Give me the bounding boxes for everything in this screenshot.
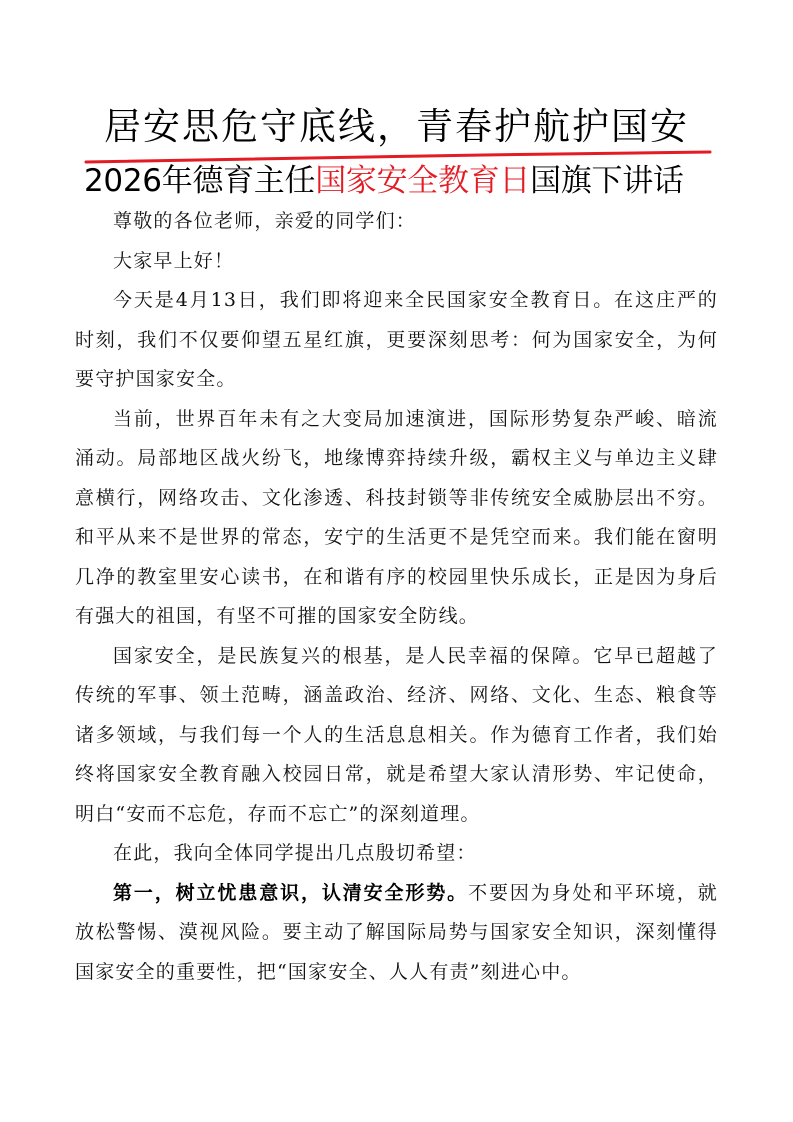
salutation: 尊敬的各位老师，亲爱的同学们： [113, 210, 417, 232]
paragraph-hopes: 在此，我向全体同学提出几点殷切希望： [113, 842, 477, 864]
subtitle-highlight: 国家安全教育日 [315, 163, 531, 199]
paragraph-point-1 [75, 874, 718, 993]
subtitle-part2: 国旗下讲话 [530, 163, 684, 199]
paragraph-intro: 今天是4月13日，我们即将迎来全民国家安全教育日。在这庄严的时刻，我们不仅要仰望五星红旗，更要深刻思考：何为国家安全，为何要守护国家安全。 [75, 289, 718, 390]
page-subtitle [84, 160, 724, 202]
page-title: 居安思危守底线，青春护航护国安 [104, 105, 689, 148]
speech-body [75, 202, 718, 992]
subtitle-part1: 2026年德育主任 [84, 163, 316, 199]
greeting: 大家早上好！ [113, 249, 235, 272]
paragraph-situation: 当前，世界百年未有之大变局加速演进，国际形势复杂严峻、暗流涌动。局部地区战火纷飞，地缘博弈持续升级，霸权主义与单边主义肆意横行，网络攻击、文化渗透、科技封锁等非传统安全威胁层出不穷。和平从来不是世界的常态，安宁的生活更不是凭空而来。我们能在窗明几净的教室里安心读书，在和谐有序的校园里快乐成长，正是因为身后有强大的祖国，有坚不可摧的国家安全防线。 [75, 407, 718, 627]
paragraph-security: 国家安全，是民族复兴的根基，是人民幸福的保障。它早已超越了传统的军事、领土范畴，涵盖政治、经济、网络、文化、生态、粮食等诸多领域，与我们每一个人的生活息息相关。作为德育工作者，我们始终将国家安全教育融入校园日常，就是希望大家认清形势、牢记使命，明白“安而不忘危，存而不忘亡”的深刻道理。 [75, 644, 718, 825]
point-1-lead: 第一，树立忧患意识，认清安全形势。 [113, 881, 469, 904]
point-1-text: 不要因为身处和平环境，就放松警惕、漠视风险。要主动了解国际局势与国家安全知识，深刻懂得国家安全的重要性，把“国家安全、人人有责”刻进心中。 [75, 881, 719, 983]
